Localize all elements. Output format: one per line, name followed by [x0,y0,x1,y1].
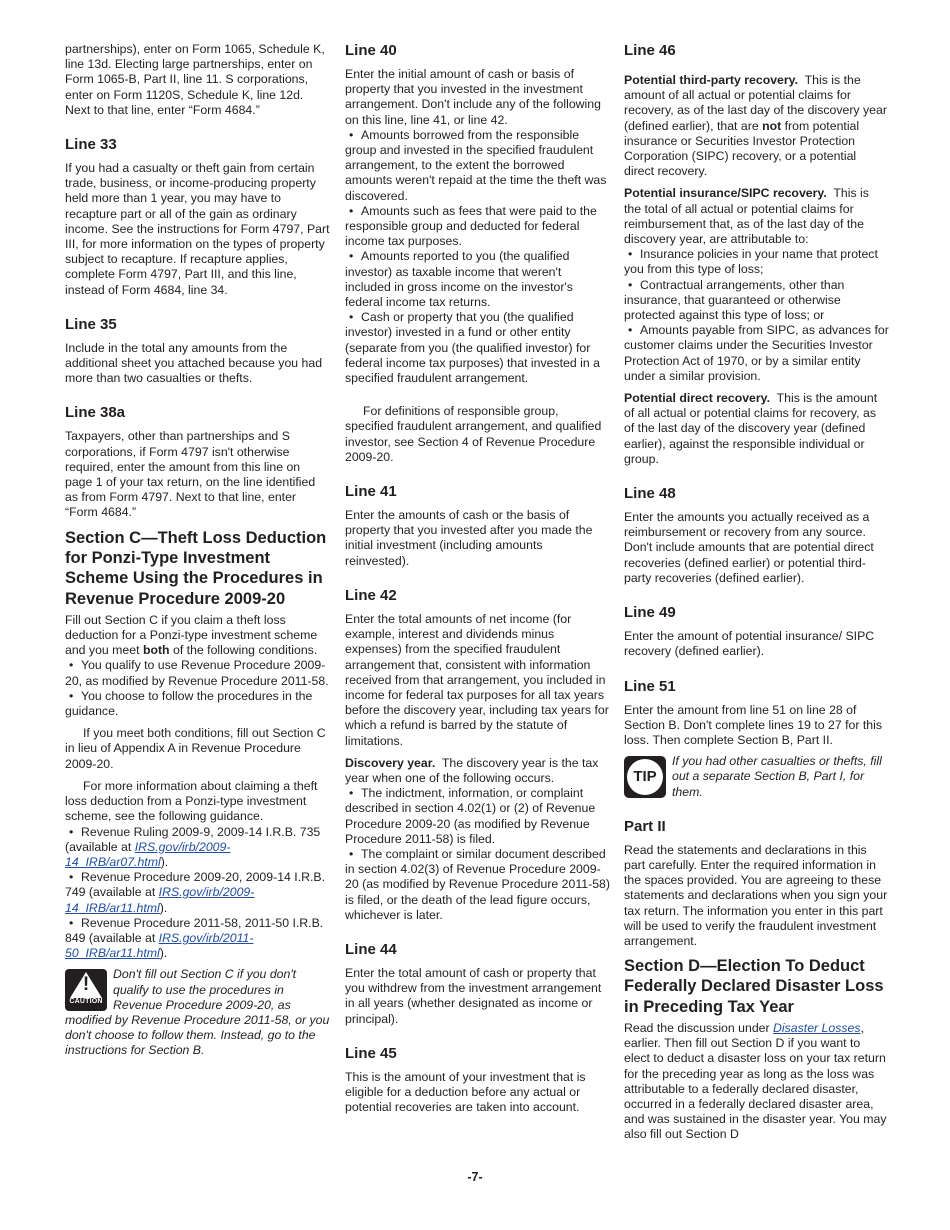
continued-text: partnerships), enter on Form 1065, Schedule K, line 13d. Electing large partnerships, enter on Form 1065-B, Part II, line 11. S corporations, enter on Form 1120S, Schedule K, line 12d. Next to that line, enter “Form 4684.” [65,42,325,117]
tip-text: If you had other casualties or thefts, fill out a separate Section B, Part I, for them. [672,754,882,799]
insurance-bullet: • Insurance policies in your name that protect you from this type of loss; [624,247,889,277]
line-46-heading: Line 46 [624,42,676,59]
guidance-item: • Revenue Ruling 2009-9, 2009-14 I.R.B. 735 (available at IRS.gov/irb/2009-14_IRB/ar07.html). [65,825,330,871]
caution-text: Don't fill out Section C if you don't qualify to use the procedures in Revenue Procedure 2009-20, as modified by Revenue Procedure 2011-58, or you don't choose to follow them. Instead, go to the instructions for Section B. [65,967,330,1058]
tip-note [624,754,889,800]
line-49-heading: Line 49 [624,604,676,622]
line-40-bullet: • Amounts reported to you (the qualified investor) as taxable income that weren't included in gross income on the investor's federal income tax returns. [345,249,610,310]
insurance-bullet: • Contractual arrangements, other than insurance, that guaranteed or otherwise protected against this type of loss; or [624,278,889,324]
guidance-link[interactable]: IRS.gov/irb/2009-14_IRB/ar07.html [65,839,231,869]
guidance-link[interactable]: IRS.gov/irb/2011-50_IRB/ar11.html [65,930,254,961]
section-c-intro: Fill out Section C if you claim a theft loss deduction for a Ponzi-type investment scheme and you meet both of the following conditions. [65,612,318,658]
caution-icon: ! CAUTION [65,969,107,1011]
third-party-recovery-para: Potential third-party recovery. This is the amount of all actual or potential claims for recovery, as of the last day of the discovery year (defined earlier), that are not from potential insurance or Securities Investor Protection Corporation (SIPC) recovery, or a potential direct recovery. [624,73,887,179]
line-40-bullet: • Amounts borrowed from the responsible group and invested in the specified fraudulent arrangement, to the extent the borrowed amounts weren't repaid at the time the theft was discovered. [345,128,610,204]
discovery-bullet: • The indictment, information, or complaint described in section 4.02(1) or (2) of Revenue Procedure 2009-20 (as modified by Revenue Procedure 2011-58) is filed. [345,786,610,847]
line-49-body: Enter the amount of potential insurance/ SIPC recovery (defined earlier). [624,629,875,659]
part-2-heading: Part II [624,817,666,835]
part-2-body: Read the statements and declarations in this part carefully. Enter the required information in the spaces provided. You are agreeing to these statements and declarations when you sign your tax return. The information you enter in this part will be used to verify the fraudulent investment arrangement. [624,842,888,948]
line-33-body: If you had a casualty or theft gain from certain trade, business, or income-producing property held more than 1 year, you may have to recapture part or all of the gain as ordinary income. See the instructions for Form 4797, Part III, for more information on the types of property subject to recapture. If recapture applies, complete Form 4797, Part III, and this line, instead of Form 4684, line 34. [65,161,330,297]
guidance-link[interactable]: IRS.gov/irb/2009-14_IRB/ar11.html [65,885,255,915]
line-45-body: This is the amount of your investment that is eligible for a deduction before any actual or potential recoveries are taken into account. [345,1069,586,1115]
line-40-para2: For definitions of responsible group, specified fraudulent arrangement, and qualified investor, see Section 4 of Revenue Procedure 2009-20. [345,404,602,464]
section-d-heading: Section D—Election To Deduct Federally Declared Disaster Loss in Preceding Tax Year [624,957,884,1016]
section-c-bullet: • You choose to follow the procedures in the guidance. [65,689,330,719]
discovery-year-para: Discovery year. The discovery year is the tax year when one of the following occurs. [345,755,599,785]
line-40-bullet: • Amounts such as fees that were paid to the responsible group and deducted for federal income tax purposes. [345,204,610,250]
column-1 [65,42,330,1059]
line-38a-body: Taxpayers, other than partnerships and S corporations, if Form 4797 isn't otherwise required, enter the amount from this line on page 1 of your tax return, on the line identified as from Form 4797. Next to that line, enter “Form 4684.” [65,429,316,520]
line-41-body: Enter the amounts of cash or the basis of property that you invested after you made the initial investment (including amounts reinvested). [345,508,593,568]
column-3 [624,42,889,1143]
line-42-heading: Line 42 [345,586,397,604]
line-40-heading: Line 40 [345,42,397,59]
line-42-body: Enter the total amounts of net income (for example, interest and dividends minus expenses) from the specified fraudulent arrangement that, consistent with information received from that arrangement, you included in income for federal tax purposes for all tax years before the discovery year, including tax years for which a refund is barred by the statute of limitations. [345,611,609,748]
guidance-item: • Revenue Procedure 2009-20, 2009-14 I.R.B. 749 (available at IRS.gov/irb/2009-14_IRB/ar11.html). [65,870,330,916]
section-c-heading: Section C—Theft Loss Deduction for Ponzi-Type Investment Scheme Using the Procedures in Revenue Procedure 2009-20 [65,528,327,608]
direct-recovery-para: Potential direct recovery. This is the amount of all actual or potential claims for recovery, as of the last day of the discovery year (defined earlier), against the responsible individual or group. [624,391,878,466]
line-48-body: Enter the amounts you actually received as a reimbursement or recovery from any source. Don't include amounts that are potential direct recoveries (defined earlier) or potential third-party recoveries (defined earlier). [624,510,874,585]
insurance-recovery-para: Potential insurance/SIPC recovery. This is the total of all actual or potential claims for reimbursement that, as of the last day of the discovery year, are attributable to: [624,186,869,247]
line-38a-heading: Line 38a [65,404,126,422]
line-40-bullet: • Cash or property that you (the qualified investor) invested in a fund or other entity (separate from you (the qualified investor) for federal income tax purposes) that invested in a specified fraudulent arrangement. [345,310,610,386]
line-40-body: Enter the initial amount of cash or basis of property that you invested in the investment arrangement. Don't include any of the following on this line, line 41, or line 42. [345,67,601,127]
section-c-para2: If you meet both conditions, fill out Section C in lieu of Appendix A in Revenue Procedure 2009-20. [65,726,326,771]
section-d-body: Read the discussion under Disaster Losses, earlier. Then fill out Section D if you want to elect to deduct a disaster loss on your tax return for the preceding year as long as the loss was attributable to a federally declared disaster, occurred in a federally declared disaster area, and was sustained in the disaster year. You may also fill out Section D [624,1021,887,1142]
page-number: -7- [467,1170,483,1184]
discovery-bullet: • The complaint or similar document described in section 4.02(3) of Revenue Procedure 2009-20 (as modified by Revenue Procedure 2011-58) is filed, or the death of the lead figure occurs, whichever is later. [345,847,610,923]
line-51-heading: Line 51 [624,677,676,695]
line-35-body: Include in the total any amounts from the additional sheet you attached because you had more than two casualties or thefts. [65,340,323,386]
column-2 [345,42,610,1115]
line-45-heading: Line 45 [345,1044,397,1062]
line-35-heading: Line 35 [65,315,117,333]
line-41-heading: Line 41 [345,483,397,501]
caution-note [65,967,330,1058]
disaster-losses-link[interactable]: Disaster Losses [773,1021,861,1036]
line-51-body: Enter the amount from line 51 on line 28 of Section B. Don't complete lines 19 to 27 for this loss. Then complete Section B, Part II. [624,702,882,747]
line-44-body: Enter the total amount of cash or property that you withdrew from the investment arrangement in all years (whether designated as income or principal). [345,965,602,1026]
section-c-para3: For more information about claiming a theft loss deduction from a Ponzi-type investment scheme, see the following guidance. [65,778,318,824]
line-44-heading: Line 44 [345,940,397,958]
line-48-heading: Line 48 [624,485,676,503]
insurance-bullet: • Amounts payable from SIPC, as advances for customer claims under the Securities Investor Protection Act of 1970, or by a similar entity under a similar provision. [624,323,889,384]
guidance-item: • Revenue Procedure 2011-58, 2011-50 I.R.B. 849 (available at IRS.gov/irb/2011-50_IRB/ar11.html). [65,916,330,962]
tip-icon: TIP [624,756,666,798]
section-c-bullet: • You qualify to use Revenue Procedure 2009-20, as modified by Revenue Procedure 2011-58. [65,658,330,688]
line-33-heading: Line 33 [65,136,117,154]
